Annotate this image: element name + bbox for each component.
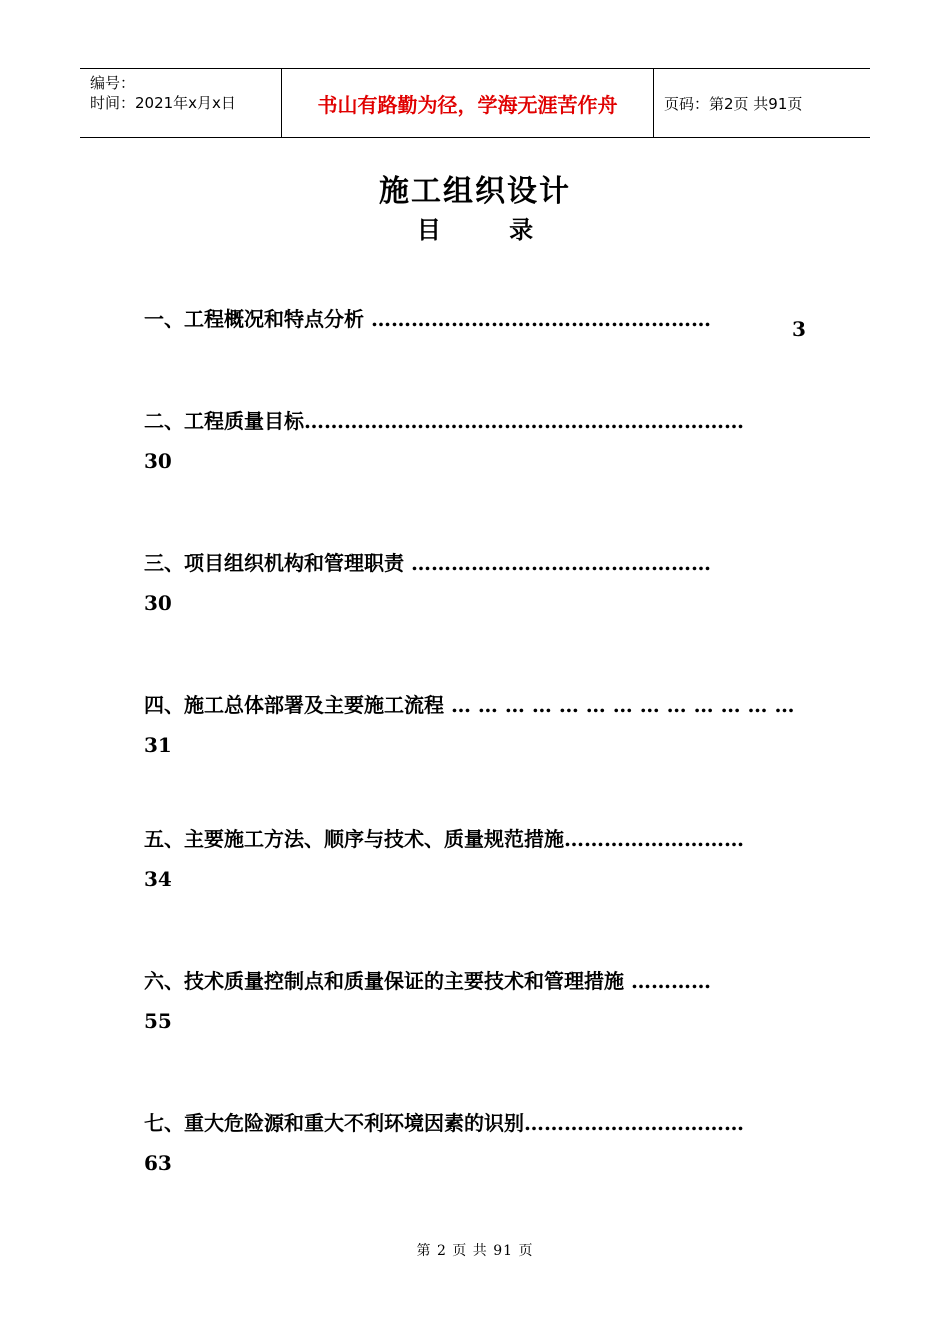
header-time-label: 时间：2021年x月x日: [90, 94, 236, 112]
toc-entry-6[interactable]: [144, 966, 814, 1036]
toc-entry-page: 3: [792, 317, 806, 341]
toc-entry-7[interactable]: [144, 1108, 814, 1178]
toc-entry-page: 31: [144, 733, 172, 757]
toc-entry-text: 五、主要施工方法、顺序与技术、质量规范措施: [144, 827, 564, 851]
toc-entry-page: 63: [144, 1151, 172, 1175]
toc-leader-dots: …………………………………………………………: [304, 409, 744, 433]
toc-heading: 目 录: [416, 215, 564, 244]
toc-entry-page: 30: [144, 449, 172, 473]
header-number-label: 编号：: [90, 74, 136, 92]
toc-entry-2[interactable]: [144, 406, 814, 476]
toc-entry-text: 四、施工总体部署及主要施工流程: [144, 693, 444, 717]
toc-leader-dots: ……………………………: [524, 1111, 744, 1135]
toc-entry-5[interactable]: [144, 824, 814, 894]
document-title: 施工组织设计: [379, 174, 571, 209]
header-motto: 书山有路勤为径，学海无涯苦作舟: [281, 69, 654, 137]
toc-leader-dots: …………: [624, 969, 711, 993]
toc-entry-text: 六、技术质量控制点和质量保证的主要技术和管理措施: [144, 969, 624, 993]
toc-entry-page: 55: [144, 1009, 172, 1033]
toc-entry-text: 二、工程质量目标: [144, 409, 304, 433]
toc-entry-text: 一、工程概况和特点分析: [144, 307, 364, 331]
page-header: [80, 68, 870, 138]
toc-entry-page: 30: [144, 591, 172, 615]
toc-leader-dots: ……………………………………………: [364, 307, 711, 331]
toc-leader-dots: … … … … … … … … … … … … …: [444, 693, 795, 717]
toc-leader-dots: ………………………………………: [404, 551, 711, 575]
toc-entry-4[interactable]: [144, 690, 814, 760]
header-page-info: 页码：第2页 共91页: [664, 94, 803, 113]
toc-leader-dots: ………………………: [564, 827, 744, 851]
page-footer: 第 2 页 共 91 页: [416, 1243, 534, 1259]
toc-entry-text: 三、项目组织机构和管理职责: [144, 551, 404, 575]
toc-entry-page: 34: [144, 867, 172, 891]
toc-entry-3[interactable]: [144, 548, 814, 618]
header-meta: [80, 69, 281, 137]
toc-entry-1[interactable]: [144, 304, 814, 341]
toc-entry-text: 七、重大危险源和重大不利环境因素的识别: [144, 1111, 524, 1135]
